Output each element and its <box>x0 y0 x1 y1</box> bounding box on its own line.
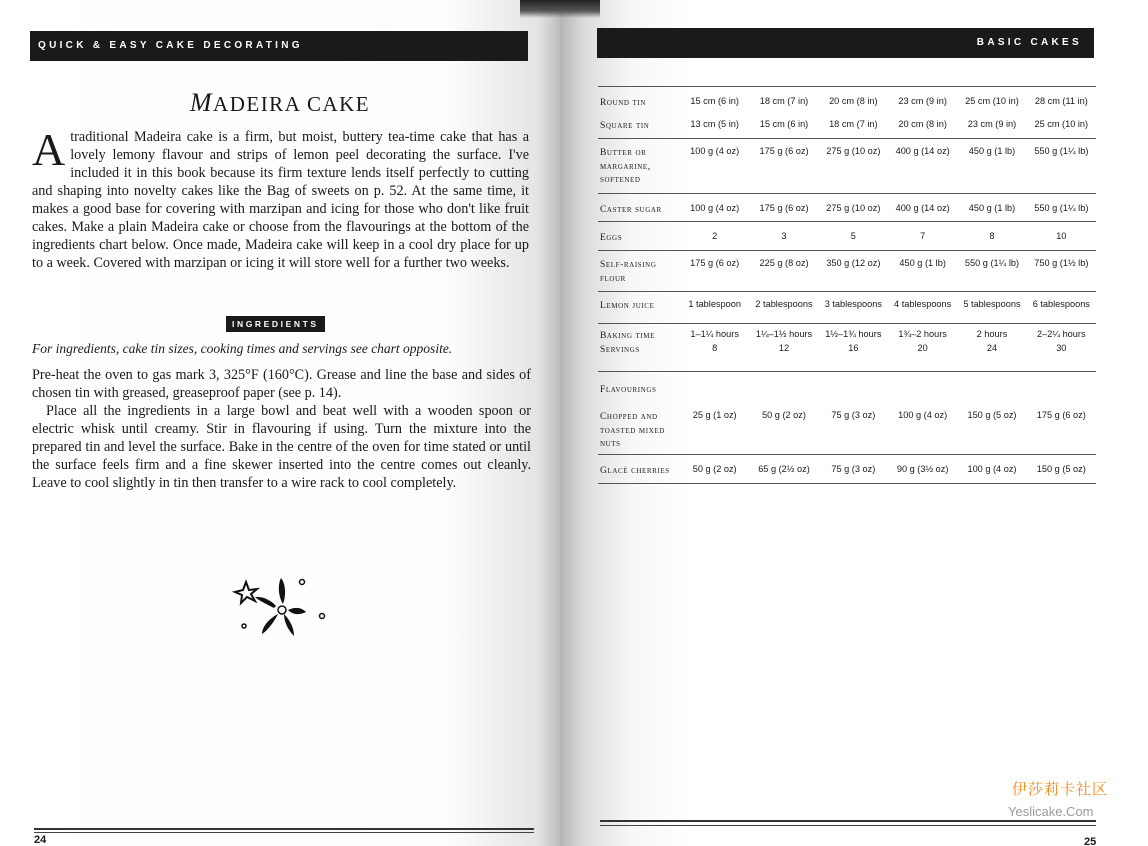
value-cell <box>749 94 818 108</box>
method-paragraph-1: Pre-heat the oven to gas mark 3, 325°F (160°C). Grease and line the base and sides of chosen tin with greased, greaseproof paper (see p. 14). <box>32 367 531 401</box>
value-text: 20 cm (8 in) <box>829 96 878 106</box>
value-cell <box>1027 297 1096 311</box>
chart-row <box>598 250 1096 291</box>
value-text: 8 <box>989 231 995 241</box>
value-text: 75 g (3 oz) <box>831 410 876 420</box>
chart-row <box>598 323 1096 371</box>
ingredients-badge: INGREDIENTS <box>226 316 325 332</box>
row-label-line: toasted mixed <box>600 425 665 436</box>
value-cell <box>680 117 749 131</box>
row-label-line: Eggs <box>600 233 623 243</box>
value-cell <box>1027 94 1096 108</box>
row-label <box>600 300 680 314</box>
value-cell <box>888 256 957 270</box>
servings-text: 30 <box>1056 343 1067 353</box>
value-cell <box>888 297 957 311</box>
value-text: 150 g (5 oz) <box>1036 464 1086 474</box>
value-text: 6 tablespoons <box>1032 299 1090 309</box>
left-page <box>0 0 560 846</box>
watermark-url: Yeslicake.Com <box>1008 804 1094 819</box>
value-cell <box>957 94 1026 108</box>
value-text: 100 g (4 oz) <box>690 203 740 213</box>
value-cell <box>819 297 888 311</box>
row-label <box>600 330 680 357</box>
book-spine-shadow <box>520 0 600 18</box>
value-cell <box>957 256 1026 270</box>
value-text: 5 tablespoons <box>963 299 1021 309</box>
servings-text: 12 <box>778 343 790 353</box>
value-text: 275 g (10 oz) <box>826 146 881 156</box>
value-text: 1¾–2 hours <box>898 329 947 339</box>
row-label-line: nuts <box>600 439 621 450</box>
value-cell <box>957 297 1026 311</box>
row-values <box>680 201 1096 215</box>
value-text: 25 g (1 oz) <box>692 410 737 420</box>
row-label-line: flour <box>600 273 626 284</box>
row-values <box>680 229 1096 243</box>
value-text: 13 cm (5 in) <box>690 119 739 129</box>
value-cell <box>1027 327 1096 355</box>
servings-text: 8 <box>712 343 718 353</box>
value-text: 550 g (1¼ lb) <box>964 258 1020 268</box>
row-values <box>680 117 1096 131</box>
value-cell <box>680 144 749 158</box>
value-text: 400 g (14 oz) <box>895 146 950 156</box>
value-cell <box>749 256 818 270</box>
footer-rule-right <box>600 820 1096 822</box>
value-cell <box>819 408 888 422</box>
value-cell <box>888 408 957 422</box>
title-rest: ADEIRA CAKE <box>213 92 371 116</box>
value-text: 50 g (2 oz) <box>762 410 806 420</box>
value-text: 550 g (1¼ lb) <box>1034 203 1089 213</box>
value-cell <box>888 327 957 355</box>
intro-paragraph <box>32 124 529 272</box>
value-text: 175 g (6 oz) <box>759 146 809 156</box>
value-cell <box>819 229 888 243</box>
value-cell <box>749 229 818 243</box>
value-cell <box>957 144 1026 158</box>
row-label-line: Self-raising <box>600 260 657 270</box>
chart-row <box>598 111 1096 138</box>
value-text: 10 <box>1056 231 1067 241</box>
value-text: 225 g (8 oz) <box>759 258 809 268</box>
value-cell <box>749 408 818 422</box>
row-label <box>600 204 680 218</box>
page-number-left: 24 <box>34 834 47 846</box>
value-text: 275 g (10 oz) <box>826 203 881 213</box>
chart-row <box>598 86 1096 111</box>
value-cell <box>680 94 749 108</box>
value-cell <box>680 408 749 422</box>
right-page <box>560 0 1148 846</box>
row-label <box>600 232 680 246</box>
method-text <box>32 366 531 492</box>
page-title <box>0 88 560 118</box>
row-label-line: Baking time <box>600 331 655 341</box>
footer-rule-right-thin <box>600 825 1096 826</box>
value-cell <box>680 256 749 270</box>
chart-row <box>598 401 1096 454</box>
running-header-right: BASIC CAKES <box>597 28 1094 58</box>
row-label-line: Flavourings <box>600 385 657 395</box>
value-cell <box>957 327 1026 355</box>
row-values <box>680 94 1096 108</box>
value-text: 100 g (4 oz) <box>690 146 740 156</box>
value-text: 550 g (1¼ lb) <box>1034 146 1089 156</box>
value-text: 28 cm (11 in) <box>1034 96 1088 106</box>
value-cell <box>957 117 1026 131</box>
value-cell <box>749 297 818 311</box>
value-text: 1 tablespoon <box>688 299 741 309</box>
footer-rule-left-thin <box>34 832 534 833</box>
servings-text: 20 <box>917 343 928 353</box>
row-values <box>680 297 1096 311</box>
method-paragraph-2: Place all the ingredients in a large bowl and beat well with a wooden spoon or electric whisk until creamy. Stir in flavouring if using. Turn the mixture into the prepared tin and level the surface. Bake in the centre of the oven for time stated or until the surface feels firm and a fine skewer inserted into the centre comes out cleanly. Leave to cool slightly in tin then transfer to a wire rack to cool completely. <box>32 403 531 491</box>
value-text: 3 <box>781 231 787 241</box>
value-text: 1½–1¾ hours <box>825 329 882 339</box>
value-text: 100 g (4 oz) <box>967 464 1017 474</box>
chart-row <box>598 371 1096 401</box>
value-text: 2–2¼ hours <box>1037 329 1086 339</box>
value-cell <box>819 256 888 270</box>
value-text: 450 g (1 lb) <box>968 146 1016 156</box>
value-cell <box>888 144 957 158</box>
value-cell <box>1027 229 1096 243</box>
value-text: 23 cm (9 in) <box>898 96 947 106</box>
row-label <box>600 147 680 188</box>
value-cell <box>680 327 749 355</box>
value-text: 175 g (6 oz) <box>690 258 740 268</box>
value-text: 2 hours <box>976 329 1008 339</box>
value-cell <box>957 408 1026 422</box>
value-cell <box>1027 144 1096 158</box>
value-cell <box>888 229 957 243</box>
value-cell <box>749 144 818 158</box>
value-text: 2 <box>712 231 718 241</box>
chart-row <box>598 454 1096 483</box>
value-text: 7 <box>920 231 926 241</box>
value-cell <box>819 117 888 131</box>
servings-text: 24 <box>986 343 998 353</box>
value-cell <box>819 94 888 108</box>
value-text: 450 g (1 lb) <box>968 203 1016 213</box>
row-label <box>600 259 680 286</box>
watermark-chinese: 伊莎莉卡社区 <box>1012 780 1109 798</box>
value-text: 20 cm (8 in) <box>898 119 947 129</box>
value-cell <box>749 201 818 215</box>
value-text: 100 g (4 oz) <box>898 410 948 420</box>
row-label-line: Lemon juice <box>600 301 655 311</box>
row-label-line: Butter or <box>600 148 647 158</box>
value-cell <box>819 201 888 215</box>
row-values <box>680 144 1096 158</box>
row-label-line: Glacé cherries <box>600 466 670 476</box>
chart-row <box>598 193 1096 221</box>
row-label-line: margarine, <box>600 161 651 172</box>
page-number-right: 25 <box>1084 836 1097 846</box>
value-cell <box>819 327 888 355</box>
row-label-line: Square tin <box>600 121 650 131</box>
row-label <box>600 384 680 398</box>
value-text: 2 tablespoons <box>755 299 813 309</box>
value-text: 25 cm (10 in) <box>1034 119 1089 129</box>
value-text: 90 g (3½ oz) <box>896 464 949 474</box>
value-cell <box>957 462 1026 476</box>
row-values <box>680 462 1096 476</box>
servings-text: 16 <box>848 343 859 353</box>
value-cell <box>1027 408 1096 422</box>
value-text: 175 g (6 oz) <box>759 203 809 213</box>
row-label <box>600 97 680 111</box>
row-label <box>600 120 680 134</box>
value-text: 175 g (6 oz) <box>1036 410 1086 420</box>
value-cell <box>888 462 957 476</box>
footer-rule-left <box>34 828 534 830</box>
value-cell <box>819 144 888 158</box>
value-cell <box>680 201 749 215</box>
value-cell <box>888 117 957 131</box>
value-text: 75 g (3 oz) <box>831 464 876 474</box>
value-text: 450 g (1 lb) <box>899 258 946 268</box>
value-cell <box>888 94 957 108</box>
value-text: 350 g (12 oz) <box>826 258 881 268</box>
value-text: 15 cm (6 in) <box>690 96 739 106</box>
row-label-line: Servings <box>600 344 640 355</box>
value-cell <box>749 327 818 355</box>
value-cell <box>1027 462 1096 476</box>
value-cell <box>1027 117 1096 131</box>
title-initial: M <box>189 88 214 117</box>
row-label-line: softened <box>600 175 641 186</box>
chart-row <box>598 291 1096 323</box>
row-label <box>600 465 680 479</box>
row-label-line: Chopped and <box>600 412 658 422</box>
value-cell <box>680 297 749 311</box>
value-text: 65 g (2½ oz) <box>758 464 810 474</box>
value-cell <box>680 229 749 243</box>
value-cell <box>1027 201 1096 215</box>
value-text: 23 cm (9 in) <box>967 119 1017 129</box>
row-values <box>680 327 1096 355</box>
value-text: 1–1¼ hours <box>690 329 739 339</box>
row-label <box>600 411 680 452</box>
value-cell <box>888 201 957 215</box>
value-text: 18 cm (7 in) <box>759 96 809 106</box>
drop-cap: A <box>32 124 66 175</box>
value-text: 1¼–1½ hours <box>755 329 813 339</box>
value-cell <box>749 117 818 131</box>
value-cell <box>957 229 1026 243</box>
ingredients-chart <box>598 86 1096 484</box>
ingredients-note: For ingredients, cake tin sizes, cooking times and servings see chart opposite. <box>32 341 453 356</box>
value-cell <box>680 462 749 476</box>
chart-row <box>598 138 1096 193</box>
value-text: 5 <box>850 231 856 241</box>
row-label-line: Caster sugar <box>600 205 662 215</box>
chart-row <box>598 221 1096 250</box>
value-text: 750 g (1½ lb) <box>1034 258 1089 268</box>
row-values <box>680 256 1096 270</box>
value-text: 18 cm (7 in) <box>829 119 878 129</box>
value-text: 400 g (14 oz) <box>895 203 950 213</box>
value-text: 50 g (2 oz) <box>692 464 737 474</box>
value-text: 4 tablespoons <box>894 299 952 309</box>
flower-star-decoration-icon <box>226 570 336 650</box>
value-cell <box>957 201 1026 215</box>
value-cell <box>819 462 888 476</box>
row-label-line: Round tin <box>600 98 646 108</box>
chart-bottom-rule <box>598 483 1096 484</box>
value-text: 3 tablespoons <box>824 299 882 309</box>
intro-text: traditional Madeira cake is a firm, but moist, buttery tea-time cake that has a lovely lemony flavour and strips of lemon peel decorating the surface. I've included it in this book because its firm texture lends itself perfectly to cutting and shaping into novelty cakes like the Bag of sweets on p. 52. At the same time, it makes a good base for covering with marzipan and icing for those who don't like fruit cakes. Make a plain Madeira cake or choose from the flavourings at the bottom of the ingredients chart below. Once made, Madeira cake will keep in a cool dry place for up to a week. Covered with marzipan or icing it will store well for a further two weeks. <box>32 129 529 271</box>
value-text: 25 cm (10 in) <box>965 96 1019 106</box>
value-text: 15 cm (6 in) <box>759 119 809 129</box>
row-values <box>680 408 1096 422</box>
value-cell <box>749 462 818 476</box>
value-text: 150 g (5 oz) <box>967 410 1017 420</box>
running-header-left: QUICK & EASY CAKE DECORATING <box>30 31 528 61</box>
value-cell <box>1027 256 1096 270</box>
